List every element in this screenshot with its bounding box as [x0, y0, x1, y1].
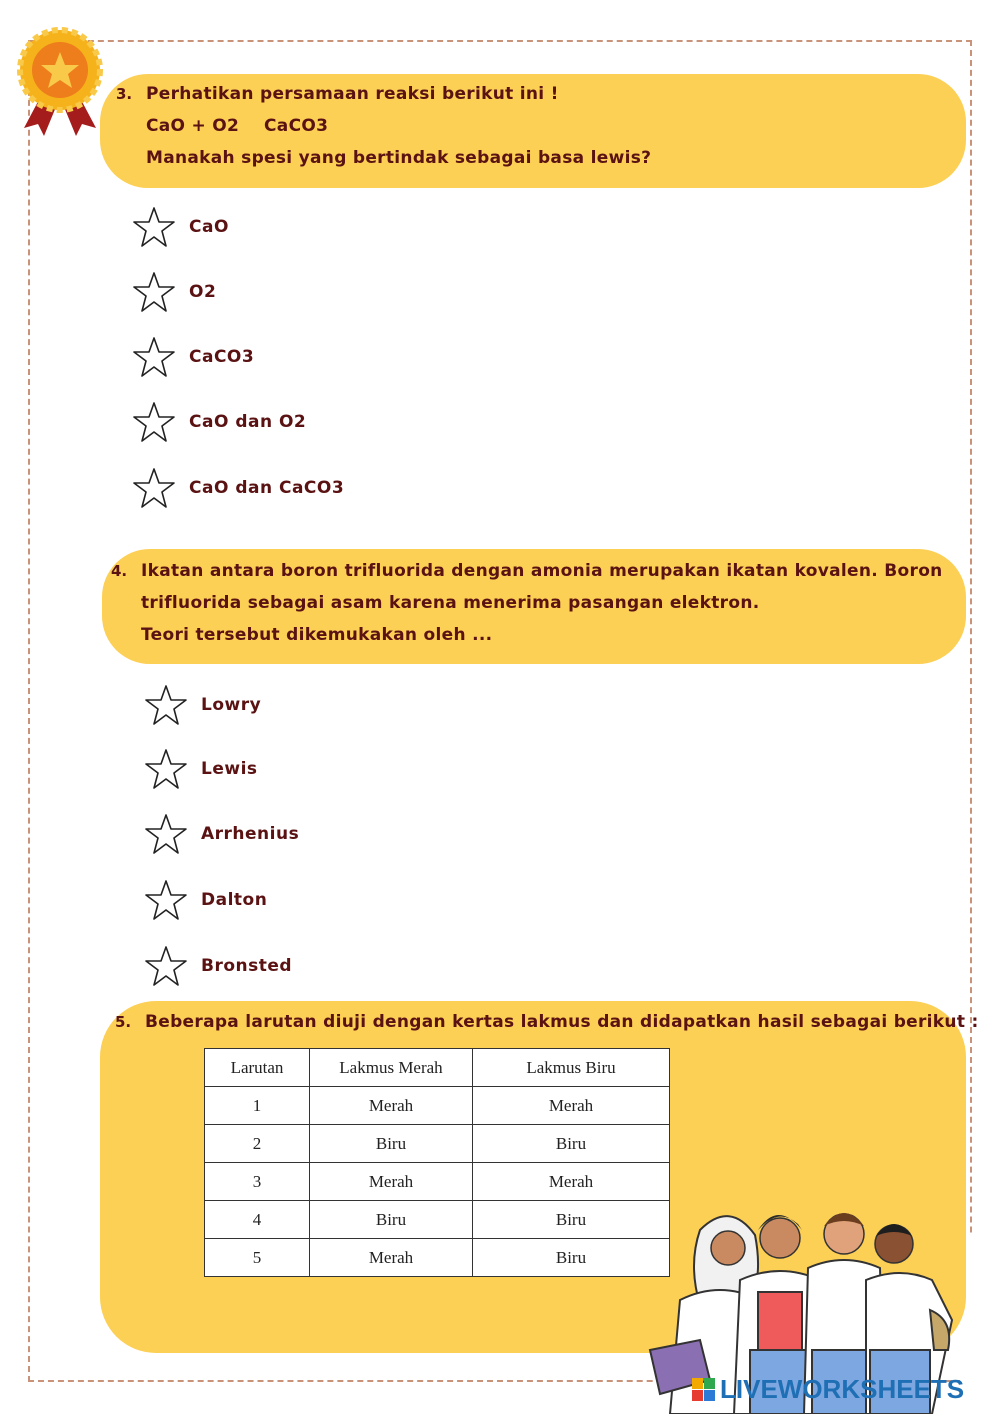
table-cell: Merah	[473, 1163, 670, 1201]
table-cell: Merah	[310, 1087, 473, 1125]
q4-option-3[interactable]	[145, 812, 299, 856]
table-cell: 3	[205, 1163, 310, 1201]
option-label: CaO dan O2	[189, 412, 307, 432]
question-3-line-1: Perhatikan persamaan reaksi berikut ini !	[146, 84, 559, 104]
table-header: Lakmus Merah	[310, 1049, 473, 1087]
q4-option-4[interactable]	[145, 878, 267, 922]
question-3-equation: CaO + O2 CaCO3	[146, 116, 329, 136]
q4-option-2[interactable]	[145, 747, 258, 791]
question-4-line-2: trifluorida sebagai asam karena menerima pasangan elektron.	[141, 593, 760, 613]
star-icon[interactable]	[133, 401, 175, 443]
star-icon[interactable]	[133, 467, 175, 509]
medal-icon	[14, 24, 106, 142]
star-icon[interactable]	[145, 684, 187, 726]
option-label: Lewis	[201, 759, 258, 779]
brand-name: LIVEWORKSHEETS	[720, 1374, 965, 1404]
table-row	[205, 1163, 670, 1201]
question-5-number: 5.	[115, 1013, 132, 1031]
option-label: Dalton	[201, 890, 268, 910]
table-header: Larutan	[205, 1049, 310, 1087]
table-cell: 2	[205, 1125, 310, 1163]
q3-option-2[interactable]	[133, 270, 216, 314]
star-icon[interactable]	[145, 945, 187, 987]
star-icon[interactable]	[133, 336, 175, 378]
option-label: CaO dan CaCO3	[189, 478, 345, 498]
star-icon[interactable]	[145, 813, 187, 855]
table-row	[205, 1125, 670, 1163]
question-3-line-3: Manakah spesi yang bertindak sebagai basa lewis?	[146, 148, 652, 168]
liveworksheets-logo-icon	[692, 1378, 716, 1402]
option-label: O2	[189, 282, 217, 302]
table-cell: Merah	[310, 1163, 473, 1201]
star-icon[interactable]	[145, 879, 187, 921]
table-header-row	[205, 1049, 670, 1087]
option-label: Arrhenius	[201, 824, 300, 844]
table-cell: 5	[205, 1239, 310, 1277]
table-cell: 4	[205, 1201, 310, 1239]
table-cell: 1	[205, 1087, 310, 1125]
table-cell: Biru	[473, 1201, 670, 1239]
q4-option-5[interactable]	[145, 944, 292, 988]
q4-option-1[interactable]	[145, 683, 261, 727]
option-label: CaCO3	[189, 347, 255, 367]
star-icon[interactable]	[133, 206, 175, 248]
question-5-line-1: Beberapa larutan diuji dengan kertas lakmus dan didapatkan hasil sebagai berikut :	[145, 1012, 979, 1032]
table-row	[205, 1239, 670, 1277]
question-4-number: 4.	[111, 562, 128, 580]
table-cell: Biru	[310, 1125, 473, 1163]
q3-option-5[interactable]	[133, 466, 344, 510]
table-cell: Biru	[473, 1239, 670, 1277]
star-icon[interactable]	[145, 748, 187, 790]
litmus-table	[204, 1048, 670, 1277]
option-label: Bronsted	[201, 956, 293, 976]
question-4-line-1: Ikatan antara boron trifluorida dengan amonia merupakan ikatan kovalen. Boron	[141, 561, 943, 581]
question-4-line-3: Teori tersebut dikemukakan oleh ...	[141, 625, 493, 645]
table-cell: Merah	[473, 1087, 670, 1125]
option-label: CaO	[189, 217, 229, 237]
table-header: Lakmus Biru	[473, 1049, 670, 1087]
option-label: Lowry	[201, 695, 262, 715]
star-icon[interactable]	[133, 271, 175, 313]
table-cell: Merah	[310, 1239, 473, 1277]
table-cell: Biru	[473, 1125, 670, 1163]
q3-option-3[interactable]	[133, 335, 254, 379]
table-row	[205, 1201, 670, 1239]
question-3-number: 3.	[116, 85, 133, 103]
q3-option-4[interactable]	[133, 400, 306, 444]
table-cell: Biru	[310, 1201, 473, 1239]
table-row	[205, 1087, 670, 1125]
q3-option-1[interactable]	[133, 205, 229, 249]
